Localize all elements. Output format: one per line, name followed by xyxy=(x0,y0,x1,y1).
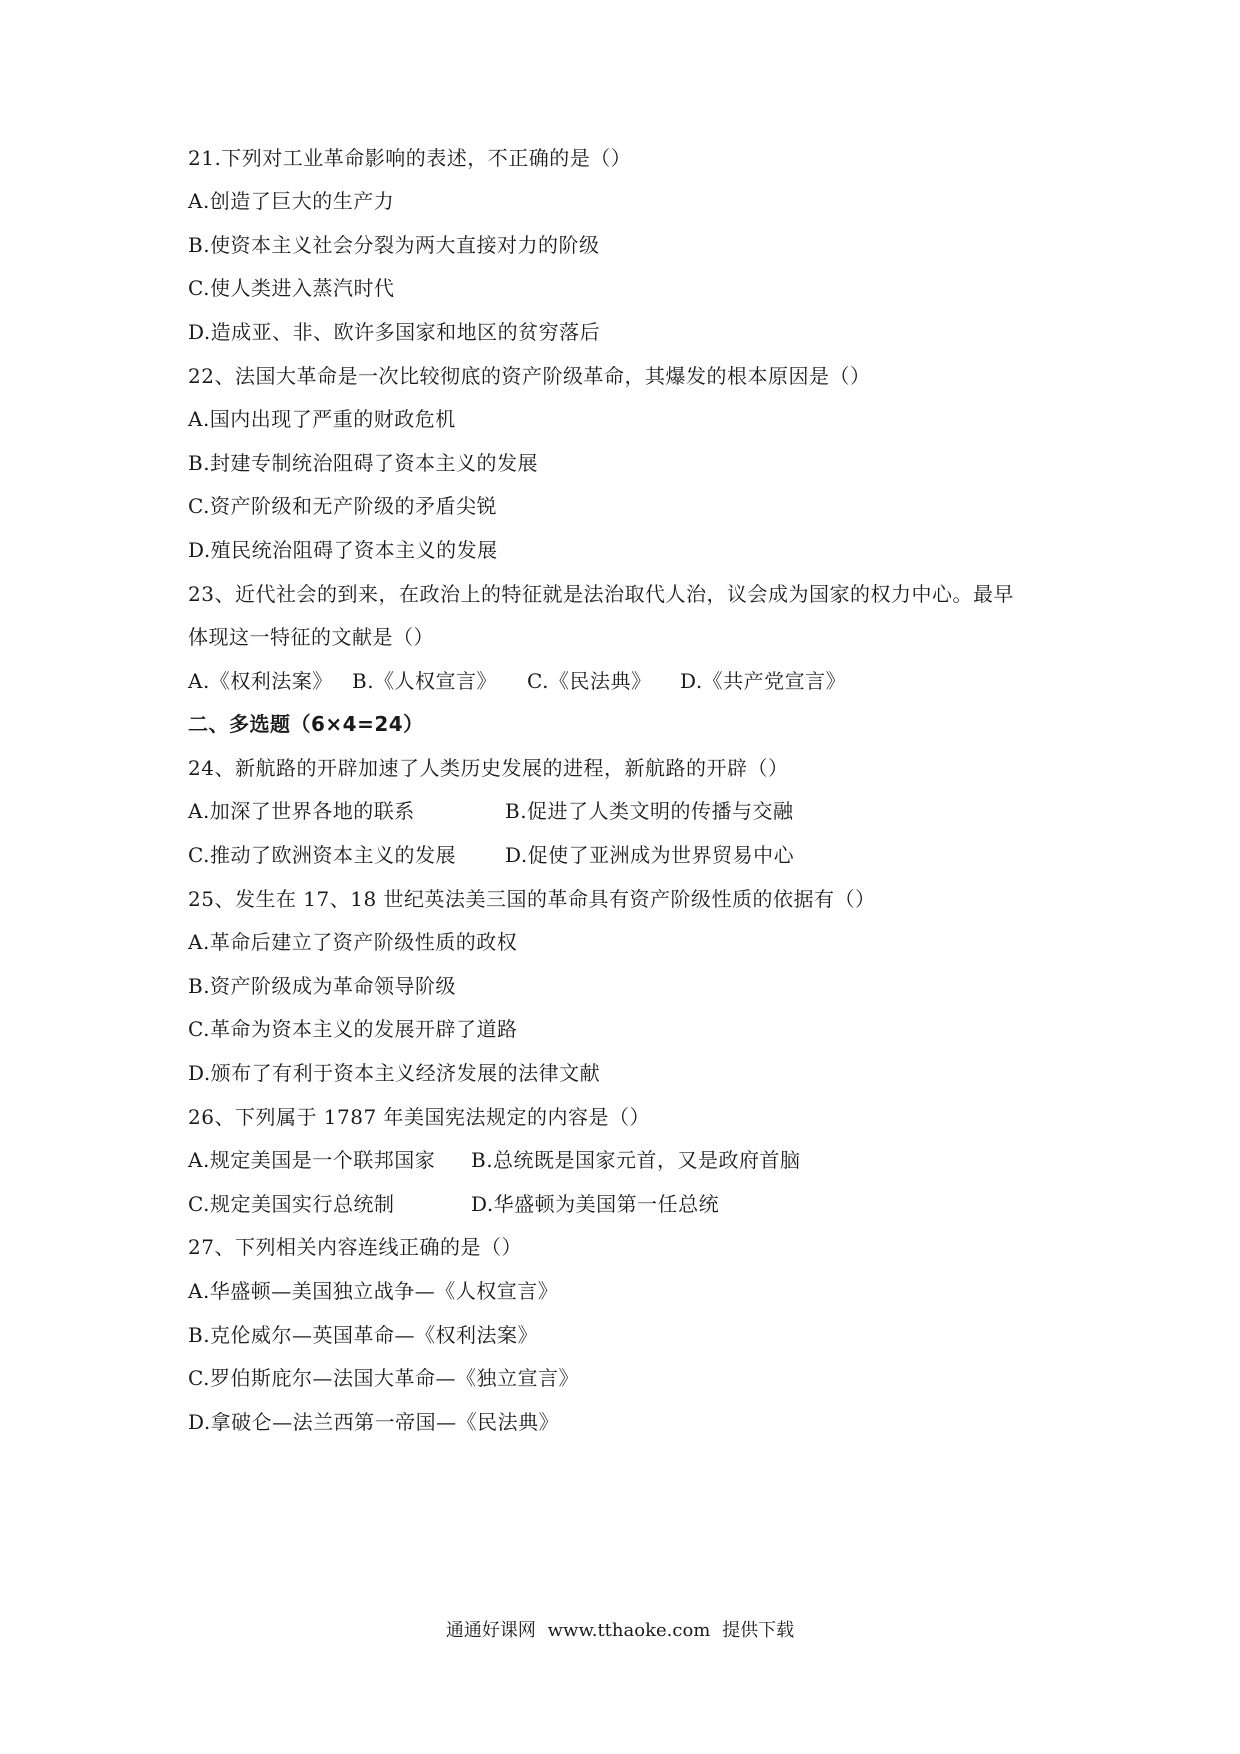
footer-suffix: 提供下载 xyxy=(722,1620,795,1641)
question-27-option-b: B.克伦威尔—英国革命—《权利法案》 xyxy=(188,1323,539,1347)
page-footer xyxy=(0,1618,1240,1644)
question-23-option-b: B.《人权宣言》 xyxy=(352,669,498,693)
question-22-option-b: B.封建专制统治阻碍了资本主义的发展 xyxy=(188,451,539,475)
question-23-option-a: A.《权利法案》 xyxy=(188,669,333,693)
question-22-option-a: A.国内出现了严重的财政危机 xyxy=(188,407,456,431)
question-24-option-d: D.促使了亚洲成为世界贸易中心 xyxy=(505,843,795,867)
question-25-option-d: D.颁布了有利于资本主义经济发展的法律文献 xyxy=(188,1061,601,1085)
question-21-option-b: B.使资本主义社会分裂为两大直接对力的阶级 xyxy=(188,233,600,257)
question-24-option-c: C.推动了欧洲资本主义的发展 xyxy=(188,843,456,867)
footer-site-name: 通通好课网 xyxy=(445,1620,536,1641)
question-24-option-b: B.促进了人类文明的传播与交融 xyxy=(505,799,794,823)
question-26-stem: 26、下列属于 1787 年美国宪法规定的内容是（） xyxy=(188,1105,651,1129)
question-23-option-c: C.《民法典》 xyxy=(527,669,652,693)
question-27-stem: 27、下列相关内容连线正确的是（） xyxy=(188,1235,522,1259)
question-24-option-a: A.加深了世界各地的联系 xyxy=(188,799,415,823)
question-27-option-d: D.拿破仑—法兰西第一帝国—《民法典》 xyxy=(188,1410,560,1434)
question-27-option-a: A.华盛顿—美国独立战争—《人权宣言》 xyxy=(188,1279,559,1303)
question-22-option-c: C.资产阶级和无产阶级的矛盾尖锐 xyxy=(188,494,497,518)
question-23-option-d: D.《共产党宣言》 xyxy=(680,669,847,693)
section-2-heading: 二、多选题（6×4=24） xyxy=(188,712,424,736)
question-25-stem: 25、发生在 17、18 世纪英法美三国的革命具有资产阶级性质的依据有（） xyxy=(188,887,876,911)
footer-url: www.tthaoke.com xyxy=(547,1620,711,1641)
question-22-option-d: D.殖民统治阻碍了资本主义的发展 xyxy=(188,538,498,562)
question-26-option-c: C.规定美国实行总统制 xyxy=(188,1192,395,1216)
question-26-option-b: B.总统既是国家元首，又是政府首脑 xyxy=(471,1148,801,1172)
question-21-option-c: C.使人类进入蒸汽时代 xyxy=(188,276,395,300)
question-21-option-d: D.造成亚、非、欧许多国家和地区的贫穷落后 xyxy=(188,320,601,344)
question-24-stem: 24、新航路的开辟加速了人类历史发展的进程，新航路的开辟（） xyxy=(188,756,789,780)
question-25-option-a: A.革命后建立了资产阶级性质的政权 xyxy=(188,930,518,954)
question-26-option-a: A.规定美国是一个联邦国家 xyxy=(188,1148,436,1172)
question-26-option-d: D.华盛顿为美国第一任总统 xyxy=(471,1192,720,1216)
question-25-option-b: B.资产阶级成为革命领导阶级 xyxy=(188,974,457,998)
question-23-stem-line-1: 23、近代社会的到来，在政治上的特征就是法治取代人治，议会成为国家的权力中心。最早 xyxy=(188,582,1014,606)
question-21-stem: 21.下列对工业革命影响的表述，不正确的是（） xyxy=(188,146,632,170)
question-22-stem: 22、法国大革命是一次比较彻底的资产阶级革命，其爆发的根本原因是（） xyxy=(188,364,871,388)
question-25-option-c: C.革命为资本主义的发展开辟了道路 xyxy=(188,1017,518,1041)
question-21-option-a: A.创造了巨大的生产力 xyxy=(188,189,395,213)
question-23-stem-line-2: 体现这一特征的文献是（） xyxy=(188,625,434,649)
question-27-option-c: C.罗伯斯庇尔—法国大革命—《独立宣言》 xyxy=(188,1366,579,1390)
